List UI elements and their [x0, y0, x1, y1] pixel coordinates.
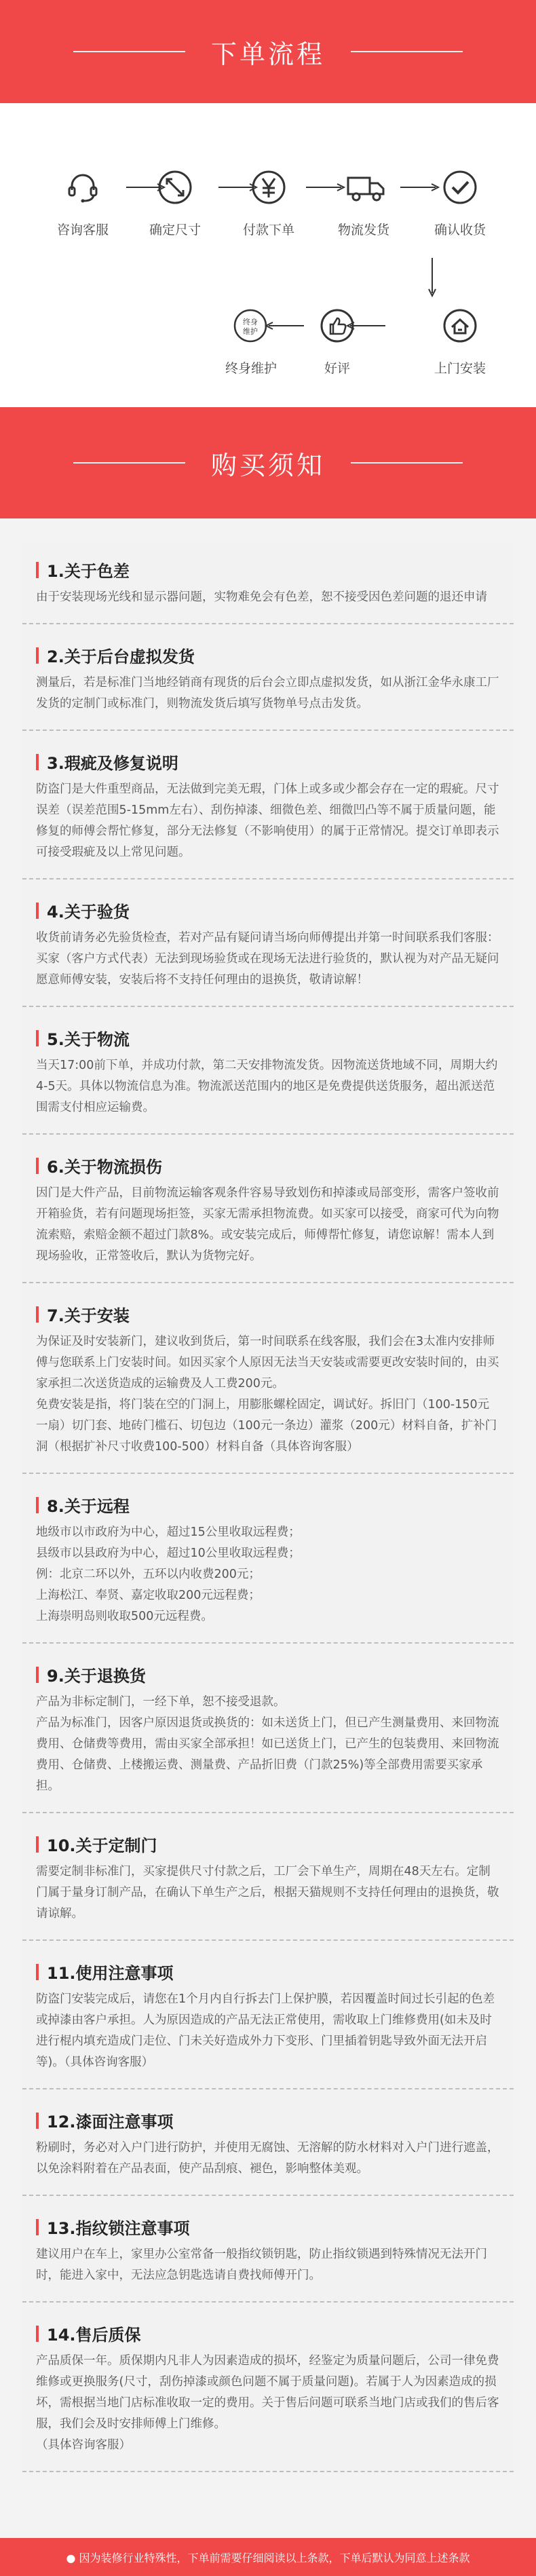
headset-icon — [64, 168, 102, 206]
notice-item-title-text: 2.关于后台虚拟发货 — [47, 647, 195, 666]
step-consult — [32, 168, 134, 238]
step-label: 物流发货 — [337, 223, 389, 238]
step-label: 终身维护 — [225, 361, 277, 376]
notice-item — [22, 1474, 514, 1644]
notice-item — [22, 1941, 514, 2089]
notice-item-text: 地级市以市政府为中心，超过15公里收取远程费； 县级市以县政府为中心，超过10公里收取远程费； 例：北京二环以外，五环以内收费200元； 上海松江、奉贤、嘉定收取200元远程费； 上海崇明岛则收取500元远程费。 — [36, 1526, 301, 1623]
notice-item — [22, 731, 514, 879]
step-review — [304, 307, 406, 377]
notice-item — [22, 1644, 514, 1813]
notice-item — [22, 539, 514, 624]
divider-left — [73, 51, 185, 52]
title-accent-bar — [36, 903, 39, 919]
notice-item-text: 测量后，若是标准门当地经销商有现货的后台会立即点虚拟发货，如从浙江金华永康工厂发货的定制门或标准门，则物流发货后填写货物单号点击发货。 — [36, 676, 499, 711]
purchase-notice-title: 购买须知 — [210, 450, 325, 480]
notice-item-text: 防盗门安装完成后，请您在1个月内自行拆去门上保护膜，若因覆盖时间过长引起的色差或掉漆由客户承担。人为原因造成的产品无法正常使用，需收取上门维修费用(如未及时进行棍内填充造成门走位、门未关好造成外力下变形、门里插着钥匙导致外面无法开启等)。（具体咨询客服） — [36, 1992, 495, 2069]
notice-item-text: 为保证及时安装新门，建议收到货后，第一时间联系在线客服，我们会在3太准内安排师傅与您联系上门安装时间。如因买家个人原因无法当天安装或需要更改安装时间的，由买家承担二次送货造成的运输费及人工费200元。 免费安装是指，将门装在空的门洞上，用膨胀螺栓固定，调试好。拆旧门（100-150元一扇）切门套、地砖门槛石、切包边（100元一条边）灌浆（200元）材料自备，扩补门洞（根据扩补尺寸收费100-500）材料自备（具体咨询客服） — [36, 1335, 499, 1454]
divider-right — [351, 51, 463, 52]
thumbs-up-icon — [318, 307, 356, 345]
house-wrench-icon — [441, 307, 479, 345]
notice-item-title — [36, 1960, 500, 1984]
notice-item-title-text: 3.瑕疵及修复说明 — [47, 754, 178, 773]
notice-item — [22, 879, 514, 1007]
title-accent-bar — [36, 1306, 39, 1323]
notice-item-title — [36, 2322, 500, 2345]
title-accent-bar — [36, 1964, 39, 1980]
notice-item-title — [36, 1026, 500, 1050]
notice-item-text: 收货前请务必先验货检查，若对产品有疑问请当场向师傅提出并第一时间联系我们客服：买家（客户方式代表）无法到现场验货或在现场无法进行验货的，默认视为对产品无疑问愿意师傅安装，安装后将不支持任何理由的退换货，敬请谅解！ — [36, 931, 499, 987]
order-flow-title: 下单流程 — [210, 39, 325, 69]
step-pay — [214, 168, 316, 238]
check-icon — [441, 168, 479, 206]
notice-item-text: 当天17:00前下单，并成功付款，第二天安排物流发货。因物流送货地域不同，周期大约4-5天。具体以物流信息为准。物流派送范围内的地区是免费提供送货服务，超出派送范围需支付相应运输费。 — [36, 1059, 498, 1114]
truck-icon — [345, 168, 383, 206]
notice-item-title-text: 12.漆面注意事项 — [47, 2113, 174, 2132]
notice-item — [22, 2196, 514, 2303]
notice-item-title-text: 13.指纹锁注意事项 — [47, 2219, 190, 2238]
notice-item-title — [36, 1154, 500, 1177]
divider-left — [73, 462, 185, 463]
notice-item-title — [36, 750, 500, 774]
notice-item-title-text: 1.关于色差 — [47, 562, 130, 581]
notice-item — [22, 1283, 514, 1474]
notice-item-text: 需要定制非标准门，买家提供尺寸付款之后，工厂会下单生产，周期在48天左右。定制门属于量身订制产品，在确认下单生产之后，根据天猫规则不支持任何理由的退换货，敬请谅解。 — [36, 1865, 499, 1920]
step-confirm — [399, 168, 501, 238]
step-measure — [119, 168, 221, 238]
measure-icon — [156, 168, 194, 206]
title-accent-bar — [36, 2326, 39, 2342]
notice-item-title-text: 7.关于安装 — [47, 1306, 130, 1325]
notice-item-text: 粉刷时，务必对入户门进行防护，并使用无腐蚀、无溶解的防水材料对入户门进行遮盖，以免涂料附着在产品表面，使产品刮痕、褪色，影响整体美观。 — [36, 2141, 499, 2176]
arrow-down-icon — [428, 258, 436, 299]
notice-item-title — [36, 643, 500, 667]
notice-item-title-text: 5.关于物流 — [47, 1030, 130, 1049]
notice-item-title-text: 11.使用注意事项 — [47, 1964, 174, 1983]
step-label: 咨询客服 — [56, 223, 109, 238]
notice-item — [22, 1135, 514, 1283]
notice-item-title-text: 8.关于远程 — [47, 1497, 130, 1516]
order-flow-header — [0, 0, 536, 103]
title-accent-bar — [36, 647, 39, 664]
notice-item-title — [36, 1832, 500, 1856]
step-install — [399, 307, 501, 377]
title-accent-bar — [36, 2113, 39, 2129]
step-label: 好评 — [324, 361, 350, 376]
title-accent-bar — [36, 1030, 39, 1046]
notice-item-text: 防盗门是大件重型商品，无法做到完美无瑕，门体上或多或少都会存在一定的瑕疵。尺寸误差（误差范围5-15mm左右）、刮伤掉漆、细微色差、细微凹凸等不属于质量问题，能修复的师傅会帮忙修复，部分无法修复（不影响使用）的属于正常情况。提交订单即表示可接受瑕疵及以上常见问题。 — [36, 782, 499, 859]
yen-icon — [250, 168, 288, 206]
notice-list — [0, 518, 536, 2576]
notice-item-title — [36, 2215, 500, 2239]
notice-item-title-text: 10.关于定制门 — [47, 1836, 157, 1855]
order-flow-diagram — [0, 103, 536, 407]
notice-item-text: 因门是大件产品，目前物流运输客观条件容易导致划伤和掉漆或局部变形，需客户签收前开箱验货，若有问题现场拒签，买家无需承担物流费。如买家可以接受，商家可代为向物流索赔，索赔金额不超过门款8%。或安装完成后，师傅帮忙修复，请您谅解！需本人到现场验收，正常签收后，默认为货物完好。 — [36, 1186, 499, 1263]
notice-item-title — [36, 558, 500, 582]
lifetime-maintenance-icon — [231, 307, 269, 345]
notice-item-text: 产品质保一年。质保期内凡非人为因素造成的损坏，经鉴定为质量问题后，公司一律免费维修或更换服务(尺寸，刮伤掉漆或颜色问题不属于质量问题)。若属于人为因素造成的损坏，需根据当地门店标准收取一定的费用。关于售后问题可联系当地门店或我们的售后客服，我们会及时安排师傅上门维修。 （具体咨询客服） — [36, 2354, 499, 2452]
title-accent-bar — [36, 1667, 39, 1683]
title-accent-bar — [36, 2219, 39, 2235]
step-label: 上门安装 — [434, 361, 486, 376]
notice-item-title — [36, 2108, 500, 2132]
notice-item-title-text: 6.关于物流损伤 — [47, 1158, 162, 1177]
svg-text:维护: 维护 — [243, 327, 258, 336]
title-accent-bar — [36, 562, 39, 578]
svg-text:终身: 终身 — [243, 318, 258, 326]
notice-item — [22, 2303, 514, 2472]
title-accent-bar — [36, 1497, 39, 1513]
notice-item-title — [36, 898, 500, 922]
footer-disclaimer: ● 因为装修行业特殊性，下单前需要仔细阅读以上条款，下单后默认为同意上述条款 — [0, 2538, 536, 2576]
divider-right — [351, 462, 463, 463]
title-accent-bar — [36, 1836, 39, 1853]
title-accent-bar — [36, 754, 39, 770]
notice-item-title-text: 4.关于验货 — [47, 903, 130, 922]
step-label: 确定尺寸 — [149, 223, 201, 238]
notice-item-text: 产品为非标定制门，一经下单，恕不接受退款。 产品为标准门，因客户原因退货或换货的：如未送货上门，但已产生测量费用、来回物流费用、仓储费等费用，需由买家全部承担！如已送货上门，已产生的包装费用、来回物流费用、仓储费、上楼搬运费、测量费、产品折旧费（门款25%)等全部费用需要买家承担。 — [36, 1695, 499, 1793]
step-label: 确认收货 — [434, 223, 486, 238]
notice-item-title — [36, 1493, 500, 1517]
step-maintenance — [216, 307, 318, 377]
notice-item — [22, 2089, 514, 2196]
notice-item-text: 由于安装现场光线和显示器问题，实物难免会有色差，恕不接受因色差问题的退还申请 — [36, 590, 487, 604]
notice-item — [22, 624, 514, 731]
notice-item-title — [36, 1663, 500, 1686]
notice-item-title — [36, 1302, 500, 1326]
notice-item — [22, 1007, 514, 1135]
notice-item-title-text: 14.售后质保 — [47, 2326, 141, 2345]
notice-item-title-text: 9.关于退换货 — [47, 1667, 146, 1686]
notice-item-text: 建议用户在车上，家里办公室常备一般指纹锁钥匙，防止指纹锁遇到特殊情况无法开门时，能进入家中，无法应急钥匙选请自费找师傅开门。 — [36, 2248, 487, 2282]
step-ship — [305, 168, 407, 238]
title-accent-bar — [36, 1158, 39, 1174]
step-label: 付款下单 — [242, 223, 294, 238]
purchase-notice-header — [0, 407, 536, 518]
notice-item — [22, 1813, 514, 1941]
